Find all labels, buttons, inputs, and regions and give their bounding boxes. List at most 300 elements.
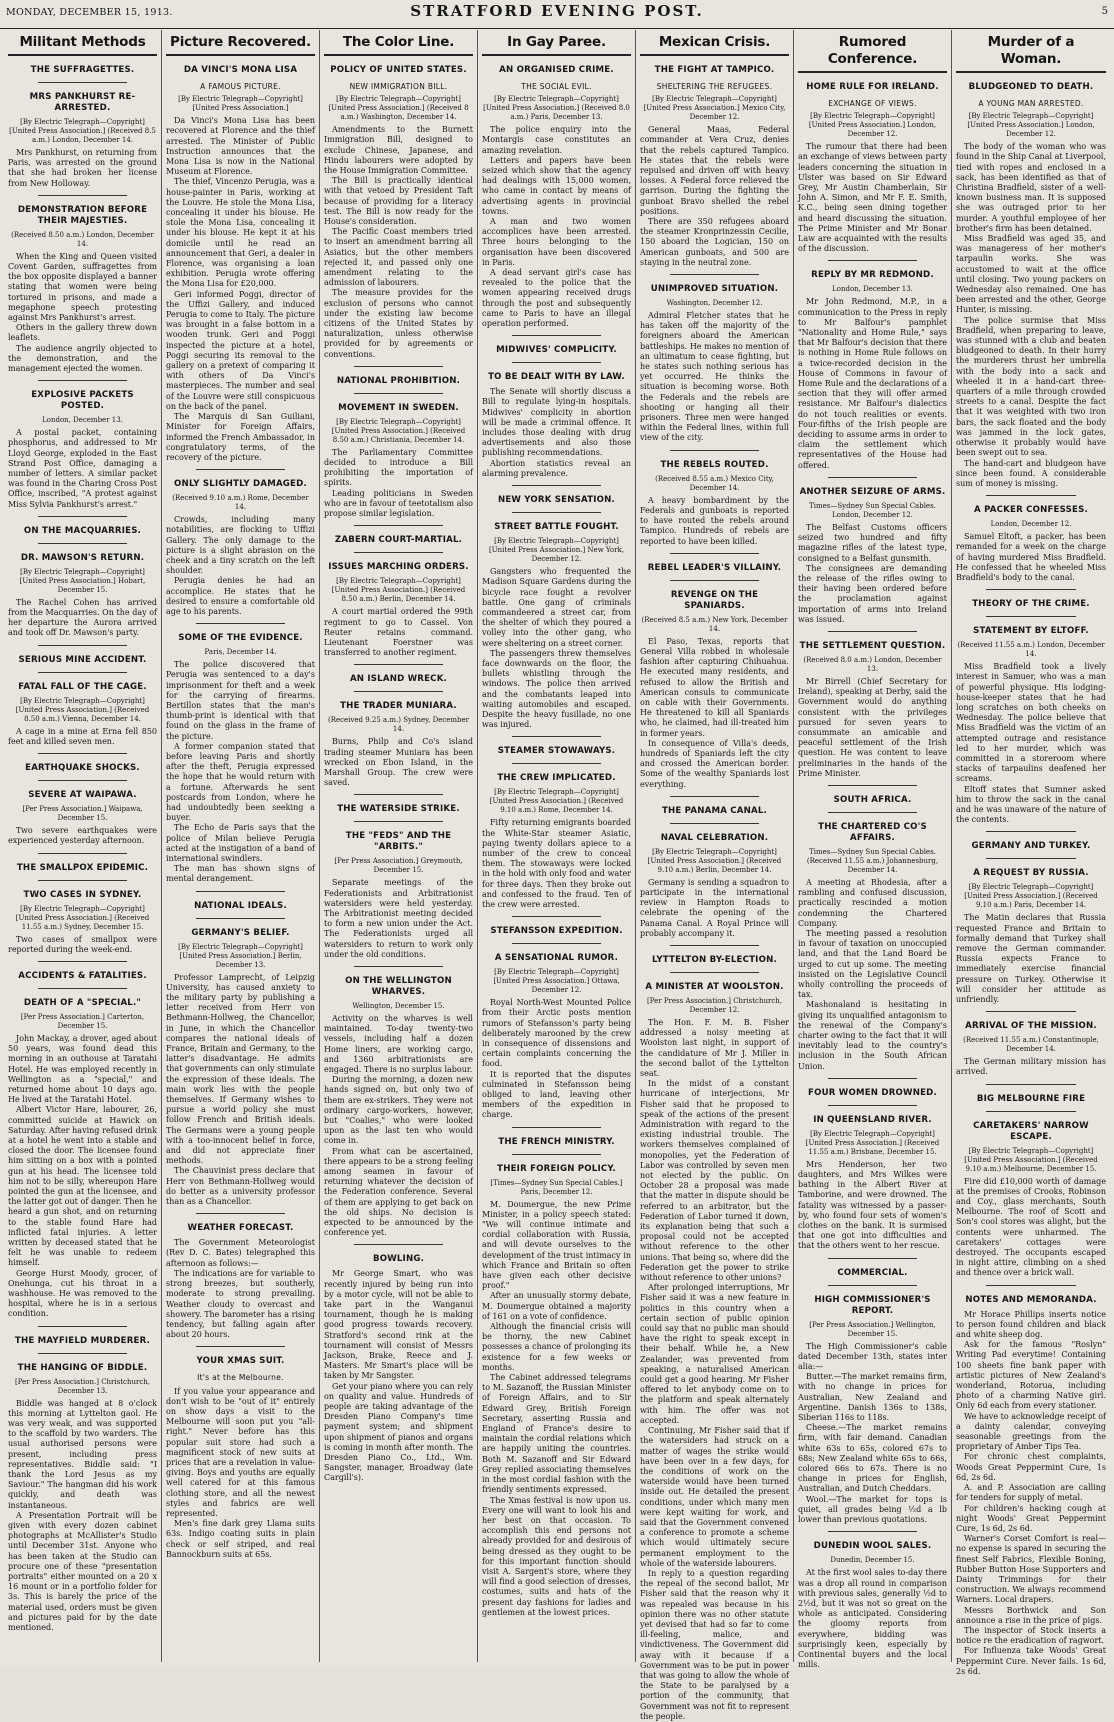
paragraph: The police surmise that Miss Bradfield, when preparing to leave, was stunned with a club and beaten bludgeoned to death. In their hurry the murderers thrust her umbrella with the body into a sack and wheeled it in a hand-cart three-quarters of a mile through crowded streets to a canal. Despite the fact that it was weighted with two iron bars, the sack floated and the body was jammed in the lock gates, otherwise it probably would have been swept out to sea. (956, 315, 1106, 458)
paragraph: The High Commissioner's cable dated December 13th, states inter alia:— (798, 1341, 947, 1372)
column-2 (162, 30, 320, 1662)
section-divider (196, 891, 285, 892)
paragraph: For Influenza take Woods' Great Peppermint Cure. Never fails. 1s 6d, 2s 6d. (956, 1646, 1106, 1676)
section-headline: WEATHER FORECAST. (187, 1223, 294, 1234)
section-headline: THE CHARTERED CO'S AFFAIRS. (818, 821, 927, 843)
section-divider (196, 1213, 285, 1214)
section-headline: A SENSATIONAL RUMOR. (494, 953, 619, 964)
section-headline: MRS PANKHURST RE-ARRESTED. (29, 92, 136, 113)
dateline: (Received 11.55 a.m.) London, December 14. (957, 641, 1105, 659)
dateline: Paris, December 14. (204, 648, 277, 657)
section-divider (512, 763, 601, 764)
section-divider (354, 794, 443, 795)
dateline: [By Electric Telegraph—Copyright] [United Press Association.] Ottawa, December 12. (493, 968, 620, 995)
page-number: 5 (1101, 6, 1108, 17)
paragraph: Miss Bradfield took a lively interest in Samuer, who was a man of powerful physique. His lodging-house-keeper states that he had long scratches on both cheeks on Wednesday. The police believe that Miss Bradfield was the victim of an attempted outrage and resistance led to her murder, which was committed in a storeroom where stacks of tarpaulins deafened her screams. (956, 662, 1106, 784)
paragraph: For chronic chest complaints, Woods Great Peppermint Cure, 1s 6d, 2s 6d. (956, 1452, 1106, 1482)
paragraph: The Xmas festival is now upon us. Every one will want to look his and her best on that occasion. To accomplish this end persons not already provided for and desirous of being dressed as they ought to be for this important function should visit A. Sargent's store, where they will find a good selection of dresses, costumes, suits and hats of the present day fashions for ladies and gentlemen at the lowest prices. (482, 1495, 631, 1617)
paragraph: The man has shown signs of mental derangement. (166, 864, 315, 884)
section-divider (38, 672, 127, 673)
paragraph: The consignees are demanding the release of the rifles owing to their having been ordered before the proclamation against importation of arms into Ireland was issued. (798, 563, 947, 624)
paragraph: In the midst of a constant hurricane of interjections, Mr Fisher said that he proposed to speak of the actions of the present Administration with regard to the existing industrial trouble. The workers themselves complained of monopolies, yet the Federation of Labor was controlled by seven men not elected by the public. On October 28 a proposal was made that the matter in dispute should be referred to an arbitrator, but the Federation of Labor turned it down, its explanation being that such a proposal could not be accepted without reference to the other unions. That being so, where did the Federation get the power to strike without reference to other unions? (640, 1079, 789, 1283)
paragraph: Fire did £10,000 worth of damage at the premises of Crooks, Robinson and Coy., glass merchants, South Melbourne. The roof of Scott and Son's cool stores was alight, but the contents were unharmed. The caretakers' cottages were destroyed. The occupants escaped in night attire, climbing on a shed and thence over a brick wall. (956, 1176, 1106, 1278)
paragraph: Burns, Philp and Co's island trading steamer Muniara has been wrecked on Ebon Island, in the Marshall Group. The crew were saved. (324, 737, 473, 788)
section-headline: THE FIGHT AT TAMPICO. (654, 65, 775, 75)
section-divider (512, 916, 601, 917)
section-divider (670, 580, 759, 581)
section-divider (512, 943, 601, 944)
dateline: [By Electric Telegraph—Copyright] [United Press Association.] (Received 8.5 a.m.) London, December 14. (9, 118, 156, 144)
paragraph: Da Vinci's Mona Lisa has been recovered at Florence and the thief arrested. The Minister of Public Instruction announces that the Mona Lisa is now in the National Museum at Florence. (166, 116, 315, 177)
paragraph: Albert Victor Hare, labourer, 26, committed suicide at Hawick on Saturday. After having refused drink at a hotel he went into a stable and closed the door. The licensee found him sitting on a box with a pointed gun at his head. The licensee told him not to be silly, whereupon Hare pointed the gun at the licensee, and the latter got out of danger. Then he heard a gun shot, and on returning to the stable found Hare had inflicted fatal injuries. A letter written by deceased stated that he felt he was unable to redeem himself. (8, 1105, 157, 1268)
section-headline: DA VINCI'S MONA LISA (183, 65, 298, 75)
dateline: [By Electric Telegraph—Copyright] [United Press Association.] Hobart, December 15. (19, 567, 146, 594)
paragraph: Abortion statistics reveal an alarming prevalence. (482, 458, 631, 478)
dateline: [By Electric Telegraph—Copyright] [United Press Association.] (Received 9.10 a.m.) Melbourne, December 15. (964, 1146, 1098, 1173)
paragraph: There are 350 refugees aboard the steamer Kronprinzessin Cecilie, 150 aboard the Logician, 150 on American gunboats, and 500 are staying in the neutral zone. (640, 217, 789, 267)
paragraph: A heavy bombardment by the Federals and gunboats is reported to have routed the rebels around Tampico. Hundreds of rebels are reported to have been killed. (640, 495, 789, 546)
section-divider (512, 736, 601, 737)
section-divider (512, 362, 601, 363)
section-headline: SOUTH AFRICA. (833, 794, 912, 805)
section-headline: STEAMER STOWAWAYS. (497, 746, 616, 757)
column-4 (478, 30, 636, 1662)
section-divider (38, 1353, 127, 1354)
column-heading: Murder of a Woman. (956, 34, 1106, 73)
column-heading: In Gay Paree. (482, 34, 631, 56)
section-headline: THE SUFFRAGETTES. (30, 65, 135, 75)
paragraph: Separate meetings of the Federationists and Arbitrationist watersiders were held yesterday. The Arbitrationist meeting decided to form a new union under the Act. The Federationists urged all watersiders to return to work only under the old conditions. (324, 878, 473, 959)
paragraph: The passengers threw themselves face downwards on the floor, the bullets whistling through the windows. The police then arrived and the combatants leaped into waiting automobiles and escaped. Despite the heavy fusillade, no one was injured. (482, 648, 631, 730)
section-divider (38, 543, 127, 544)
section-headline: THE REBELS ROUTED. (660, 459, 769, 470)
section-headline: THE PANAMA CANAL. (661, 805, 768, 816)
dateline: [By Electric Telegraph—Copyright] [United Press Association.] (Received 9.10 a.m.) Rome, December 14. (489, 788, 624, 815)
column-heading: Mexican Crisis. (640, 34, 789, 56)
section-headline: AN ORGANISED CRIME. (499, 65, 614, 75)
section-divider (354, 966, 443, 967)
dateline: [By Electric Telegraph—Copyright] [United Press Association.] (Received 8.50 a.m.) Berlin, December 14. (331, 577, 466, 604)
paragraph: A cage in a mine at Erna fell 850 feet and killed seven men. (8, 726, 157, 746)
dateline: Dunedin, December 15. (830, 1556, 915, 1565)
dateline: [Per Press Association.] Christchurch, December 12. (647, 996, 782, 1014)
dateline: [By Electric Telegraph—Copyright] [United Press Association.] (Received 9.10 a.m.) Berlin, December 14. (647, 847, 782, 874)
dateline: [By Electric Telegraph—Copyright] [United Press Association.] London, December 12. (808, 112, 937, 139)
section-divider (986, 831, 1076, 832)
subheadline: A YOUNG MAN ARRESTED. (978, 99, 1084, 108)
paragraph: Warner's Corset Comfort is real—no expense is spared in securing the finest Self Fabrics, Flexible Boning, Rubber Button Hose Supporters and Dainty Trimmings for their construction. We always recommend Warners. Local drapers. (956, 1534, 1106, 1605)
section-headline: AN ISLAND WRECK. (349, 674, 448, 685)
section-divider (512, 512, 601, 513)
paragraph: The Belfast Customs officers seized two hundred and fifty magazine rifles of the latest type, consigned to a Belfast gunsmith. (798, 522, 947, 563)
section-divider (38, 82, 127, 83)
section-headline: FATAL FALL OF THE CAGE. (18, 681, 147, 692)
paragraph: A court martial ordered the 99th regiment to go to Cassel. Von Reuter retains command. Lieutenant Foerstner was transferred to another regiment. (324, 607, 473, 658)
column-heading: The Color Line. (324, 34, 473, 56)
dateline: (Received 8.0 a.m.) London, December 13. (803, 655, 942, 673)
section-divider (38, 961, 127, 962)
column-7 (952, 30, 1110, 1676)
paragraph: A man and two women accomplices have been arrested. Three hours belonging to the organisation have been discovered in Paris. (482, 217, 631, 267)
paragraph: Activity on the wharves is well maintained. To-day twenty-two vessels, including half a dozen Home liners, are working cargo, and 1360 arbitrationists are engaged. There is no surplus labour. (324, 1013, 473, 1074)
paragraph: The Pacific Coast members tried to insert an amendment barring all Asiatics, but the other members rejected it, and passed only one amendment relating to the admission of labourers. (324, 227, 473, 288)
section-headline: THE SMALLPOX EPIDEMIC. (16, 862, 149, 873)
section-divider (828, 1258, 917, 1259)
section-headline: NOTES AND MEMORANDA. (965, 1294, 1097, 1305)
column-heading: Picture Recovered. (166, 34, 315, 56)
subheadline: SHELTERING THE REFUGEES. (656, 82, 773, 91)
paragraph: The inspector of Stock inserts a notice re the eradication of ragwort. (956, 1625, 1106, 1646)
dateline: (Received 9.25 a.m.) Sydney, December 14. (327, 716, 470, 734)
dateline: [Per Press Association.] Waipawa, December 15. (22, 805, 143, 823)
paragraph: The Echo de Paris says that the police of Milan believe Perugia acted at the instigation of a band of international swindlers. (166, 823, 315, 863)
paragraph: A meeting at Rhodesia, after a rambling and confused discussion, practically rescinded a motion condemning the Chartered Company. (798, 877, 947, 928)
paragraph: In reply to a question regarding the repeal of the second ballot, Mr Fisher said that the reason why it was repealed was because in his opinion there was no other statute yet devised that had so far to come ill-feeling, malice, and vindictiveness. The Government did away with it because if a Government was to be put in power that was going to allow the whole of the State to be paralysed by a portion of the community, that Government was not fit to represent the people. (640, 1568, 789, 1721)
section-headline: SOME OF THE EVIDENCE. (178, 633, 303, 644)
dateline: [Per Press Association.] Greymouth, December 15. (334, 857, 463, 875)
subheadline: A FAMOUS PICTURE. (200, 82, 281, 91)
section-headline: REPLY BY MR REDMOND. (811, 270, 934, 281)
paragraph: The hand-cart and bludgeon have since been found. A considerable sum of money is missing. (956, 458, 1106, 488)
paragraph: Get your piano where you can rely on quality and value. Hundreds of people are taking advantage of the Dresden Piano Company's time payment system; and shipment upon shipment of pianos and organs is coming in month after month. The Dresden Piano Co., Ltd., Wm. Sangster, manager, Broadway (late Cargill's). (324, 1381, 473, 1483)
section-headline: YOUR XMAS SUIT. (196, 1356, 285, 1367)
dateline: [By Electric Telegraph—Copyright] [United Press Association.] (Received 9.10 a.m.) Paris, December 14. (964, 883, 1098, 910)
section-headline: STREET BATTLE FOUGHT. (494, 522, 619, 533)
paragraph: The Cabinet addressed telegrams to M. Sazanoff, the Russian Minister of Foreign Affairs, and to Sir Edward Grey, British Foreign Secretary, asserting Russia and England of France's desire to maintain the cordial relations which are happily uniting the countries. Both M. Sazanoff and Sir Edward Grey replied associating themselves in the most cordial fashion with the friendly sentiments expressed. (482, 1373, 631, 1495)
section-divider (354, 691, 443, 692)
column-6 (794, 30, 952, 1670)
paragraph: The audience angrily objected to the demonstration, and the management ejected the women. (8, 343, 157, 374)
paragraph: Letters and papers have been seized which show that the agency had dealings with 15,000 women, who came in contact by means of advertising agents in provincial towns. (482, 155, 631, 216)
dateline: [By Electric Telegraph—Copyright] [United Press Association.] (Received 11.55 a.m.) Sydney, December 15. (15, 904, 150, 931)
section-divider (38, 988, 127, 989)
paragraph: Mr John Redmond, M.P., in a communication to the Press in reply to Mr Balfour's pamphlet "Nationality and Home Rule," says that Mr Balfour's decision that there is nothing in Home Rule follows on a twice-recorded decision in the House of Commons in favour of Home Rule and the declarations of a section that they will offer armed resistance. Mr Balfour's dialectics do not touch realities or events. Four-fifths of the Irish people are deciding to assume arms in order to claim the settlement which representatives of the House had offered. (798, 297, 947, 470)
section-divider (196, 918, 285, 919)
paragraph: Mashonaland is hesitating in giving its unqualified antagonism to the renewal of the Company's charter owing to the fact that it will inevitably lead to the country's inclusion in the South African Union. (798, 1000, 947, 1071)
section-headline: BIG MELBOURNE FIRE (976, 1093, 1086, 1104)
paragraph: A Presentation Portrait will be given with every dozen cabinet photographs at McAllister's Studio until December 31st. Anyone who has been taken at the Studio can procure one of these "presentation portraits" either mounted on a 20 x 16 mount or in a portfolio folder for 3s. This is barely the price of the material used, orders must be given and pictures paid for by the date mentioned. (8, 1510, 157, 1633)
dateline: (Received 9.10 a.m.) Rome, December 14. (172, 494, 309, 512)
paragraph: General Maas, Federal commander at Vera Cruz, denies that the rebels captured Tampico. He states that the rebels were repulsed and driven off with heavy losses. A Federal force relieved the garrison. During the fighting the gunboat Bravo shelled the rebel positions. (640, 125, 789, 216)
section-divider (986, 1011, 1076, 1012)
paragraph: Miss Bradfield was aged 35, and was manageress of her mother's tarpaulin works. She was accustomed to wait at the office until closing. Two young packers on Wednesday also remained. One has been arrested and the other, George Hunter, is missing. (956, 234, 1106, 315)
section-divider (38, 516, 127, 517)
newspaper-title: STRATFORD EVENING POST. (410, 2, 704, 20)
paragraph: After an unusually stormy debate, M. Doumergue obtained a majority of 161 on a vote of confidence. (482, 1291, 631, 1321)
masthead (0, 0, 1114, 29)
paragraph: M. Doumergue, the new Prime Minister, in a policy speech stated: "We will continue intimate and cordial collaboration with Russia, and will devote ourselves to the development of the trust intimacy in which France and Britain so often have given each other decisive proof." (482, 1199, 631, 1291)
section-headline: THEIR FOREIGN POLICY. (497, 1163, 616, 1174)
dateline: [By Electric Telegraph—Copyright] [United Press Association.] (Received 11.55 a.m.) Brisbane, December 15. (805, 1129, 940, 1156)
paragraph: The Government Meteorologist (Rev D. C. Bates) telegraphed this afternoon as follows:— (166, 1238, 315, 1268)
section-headline: THE "FEDS" AND THE "ARBITS." (345, 831, 452, 853)
section-divider (828, 1078, 917, 1079)
paragraph: The indications are for variable to strong breezes, but southerly, moderate to strong prevailing. Weather cloudy to overcast and showery. The barometer has a rising tendency, but falling again after about 20 hours. (166, 1268, 315, 1340)
section-headline: REBEL LEADER'S VILLAINY. (647, 562, 782, 573)
paragraph: Samuel Eltoft, a packer, has been remanded for a week on the charge of having murdered Miss Bradfield. He confessed that he wheeled Miss Bradfield's body to the canal. (956, 532, 1106, 582)
paragraph: Biddle was hanged at 8 o'clock this morning at Lyttelton gaol. He was very weak, and was supported to the scaffold by two warders. The usual authorised persons were present, including press representatives. Biddle said: "I thank the Lord Jesus as my Saviour." The hangman did his work quickly, and death was instantaneous. (8, 1398, 157, 1510)
section-headline: ON THE MACQUARRIES. (23, 525, 142, 536)
paragraph: The Chauvinist press declare that Herr von Bethmann-Hollweg would do better as a university professor than as a Chancellor. (166, 1166, 315, 1207)
section-headline: THE CREW IMPLICATED. (497, 773, 616, 784)
paragraph: Admiral Fletcher states that he has taken off the majority of the foreigners aboard the American battleships. He makes no mention of an ultimatum to cease fighting, but he states such nothing serious has yet occurred. He thinks the situation is becoming worse. Both the Federals and the rebels are shooting or hanging all their prisoners. Three men were hanged within the Federal lines, within full view of the city. (640, 311, 789, 443)
section-divider (828, 1285, 917, 1286)
section-headline: NATIONAL IDEALS. (194, 900, 287, 911)
paragraph: Two cases of smallpox were reported during the week-end. (8, 934, 157, 954)
section-divider (670, 796, 759, 797)
section-headline: A PACKER CONFESSES. (974, 505, 1088, 516)
section-divider (196, 1346, 285, 1347)
paragraph: It is reported that the disputes culminated in Stefansson being obliged to land, leaving other members of the expedition in charge. (482, 1069, 631, 1120)
section-divider (38, 753, 127, 754)
section-headline: THE WATERSIDE STRIKE. (337, 804, 460, 815)
section-divider (828, 477, 917, 478)
section-headline: ISSUES MARCHING ORDERS. (328, 562, 469, 573)
dateline: London, December 13. (832, 285, 913, 294)
paragraph: Men's fine dark grey Llama suits 63s. Indigo coating suits in plain check or self striped, and real Bannockburn suits at 65s. (166, 1519, 315, 1559)
column-heading: Militant Methods (8, 34, 157, 56)
section-divider (38, 645, 127, 646)
section-divider (986, 1285, 1076, 1286)
article-columns (4, 30, 1110, 1721)
paragraph: John Mackay, a drover, aged about 50 years, was found dead this morning in an outhouse at Taratahi Hotel. He was employed recently in Wellington as a "special," and returned home about 10 days ago. He lived at the Taratahi Hotel. (8, 1033, 157, 1105)
section-divider (986, 858, 1076, 859)
paragraph: The thief, Vincenzo Perugia, was a house-painter in Paris, working at the Louvre. He stole the Mona Lisa, concealing it under his blouse. He stole the Mona Lisa, concealing it under his blouse. He kept it at his domicile until he read an announcement that Geri, a dealer in Florence, was organising a loan exhibition. Perugia wrote offering the Mona Lisa for £20,000. (166, 177, 315, 289)
dateline: Washington, December 12. (666, 299, 763, 308)
section-headline: IN QUEENSLAND RIVER. (813, 1114, 932, 1125)
section-divider (512, 1154, 601, 1155)
paragraph: Cheese.—The market remains firm, with fair demand. Canadian white 63s to 65s, colored 67s to 68s; New Zealand white 65s to 66s, colored 66s to 67s. There is no change in prices for English, Australian, and Dutch Cheddars. (798, 1423, 947, 1494)
section-divider (354, 1244, 443, 1245)
section-headline: EARTHQUAKE SHOCKS. (25, 763, 140, 774)
section-headline: NEW YORK SENSATION. (497, 495, 616, 506)
dateline: [Per Press Association.] Carterton, December 15. (20, 1012, 145, 1030)
issue-date: MONDAY, DECEMBER 15, 1913. (6, 7, 173, 18)
paragraph: A postal packet, containing phosphorus, and addressed to Mr Lloyd George, exploded in the East Strand Post Office, damaging a number of letters. A similar packet was found in the Charing Cross Post Office, inscribed, "A protest against Miss Sylvia Pankhurst's arrest." (8, 428, 157, 509)
paragraph: The police discovered that Perugia was sentenced to a day's imprisonment for theft and a week for the carrying of firearms. Bertillon states that the man's thumb-print is identical with that found on the glass in the frame of the picture. (166, 660, 315, 741)
section-divider (512, 335, 601, 336)
section-divider (354, 393, 443, 394)
dateline: (Received 11.55 a.m.) Constantinople, December 14. (963, 1036, 1099, 1054)
section-divider (38, 853, 127, 854)
paragraph: El Paso, Texas, reports that General Villa robbed in wholesale fashion after capturing Chihuahua. He executed many residents, and refused to allow the British and American consuls to communicate on cable with their Governments. He threatened to kill all Spaniards who, he claimed, had ill-treated him in former years. (640, 636, 789, 738)
section-headline: ACCIDENTS & FATALITIES. (18, 970, 147, 981)
paragraph: Butter.—The market remains firm, with no change in prices for Australian, New Zealand and Argentine. Danish 136s to 138s, Siberian 116s to 118s. (798, 1372, 947, 1423)
section-divider (354, 552, 443, 553)
paragraph: Mr Horace Phillips inserts notice to person found children and black and white sheep dog. (956, 1309, 1106, 1340)
paragraph: Messrs Borthwick and Son announce a rise in the price of pigs. (956, 1605, 1106, 1625)
paragraph: If you value your appearance and don't wish to be "out of it" entirely on show days a visit to the Melbourne will soon put you "all-right." Never before has this popular suit store had such a magnificent stock of new suits at prices that are a revelation in value-giving. Boys and youths are equally well catered for at this famous clothing store, and all the newest styles and fabrics are well represented. (166, 1386, 315, 1518)
dateline: [Per Press Association.] Christchurch, December 13. (15, 1377, 150, 1395)
paragraph: Others in the gallery threw down leaflets. (8, 323, 157, 343)
section-divider (670, 274, 759, 275)
paragraph: Continuing, Mr Fisher said that if the watersiders had struck on a matter of wages the strike would have been over in a few days, for the conditions of work on the waterside would have been turned inside out. He detailed the present conditions, under which many men were kept waiting for work, and said that the Government convened a conference to promote a scheme which would ultimately secure permanent employment to the whole of the waterside labourers. (640, 1426, 789, 1568)
paragraph: Professor Lamprecht, of Leipzig University, has caused anxiety to the military party by publishing a letter received from Herr von Bethmann-Hollweg, the Chancellor, in June, in which the Chancellor compares the national ideals of France, Britain and Germany, to the latter's disadvantage. He admits that governments can only stimulate the expression of these ideals. The main work lies with the people themselves. If Germany wishes to pursue a world policy she must follow French and British ideals. The Germans were a young people with a too-innocent belief in force, and did not appreciate finer methods. (166, 972, 315, 1166)
section-divider (38, 780, 127, 781)
section-headline: THE SETTLEMENT QUESTION. (799, 640, 946, 651)
section-divider (828, 631, 917, 632)
paragraph: From what can be ascertained, there appears to be a strong feeling among seamen in favour of returning whatever the decision of the Federation conference. Several of them are applying to get back on the old ships. No decision is expected to be announced by the conference yet. (324, 1146, 473, 1238)
section-divider (986, 1084, 1076, 1085)
section-divider (828, 1105, 917, 1106)
dateline: [By Electric Telegraph—Copyright] [United Press Association.] (Received 8.50 a.m.) Vienna, December 14. (15, 696, 150, 723)
section-headline: CARETAKERS' NARROW ESCAPE. (973, 1120, 1089, 1142)
dateline: Times—Sydney Sun Special Cables. (Received 11.55 a.m.) Johannesburg, December 14. (806, 847, 939, 874)
section-divider (670, 823, 759, 824)
section-headline: SEVERE AT WAIPAWA. (28, 790, 137, 801)
section-divider (670, 450, 759, 451)
section-headline: BOWLING. (372, 1254, 425, 1265)
dateline: Wellington, December 15. (352, 1001, 445, 1010)
column-5 (636, 30, 794, 1721)
paragraph: Germany is sending a squadron to participate in the international review in Hampton Roads to celebrate the opening of the Panama Canal. A Royal Prince will probably accompany it. (640, 877, 789, 938)
paragraph: Gangsters who frequented the Madison Square Gardens during the bicycle race fought a revolver battle. One gang of criminals commandeered a street car, from the shelter of which they poured a volley into the other gang, who were sheltering on a street corner. (482, 567, 631, 648)
dateline: [By Electric Telegraph—Copyright] [United Press Association.] New York, December 12. (489, 537, 624, 564)
paragraph: The Rachel Cohen has arrived from the Macquarries. On the day of her departure the Aurora arrived and took off Dr. Mawson's party. (8, 597, 157, 638)
paragraph: A former companion stated that before leaving Paris and shortly after the theft, Perugia expressed the hope that he would return with a fortune. Afterwards he sent postcards from London, where he had undoubtedly been seeking a buyer. (166, 741, 315, 823)
dateline: [Per Press Association.] Wellington, December 15. (809, 1320, 936, 1338)
section-divider (986, 616, 1076, 617)
section-headline: COMMERCIAL. (837, 1267, 908, 1278)
section-divider (38, 1326, 127, 1327)
subheadline: EXCHANGE OF VIEWS. (828, 99, 917, 108)
section-headline: THE FRENCH MINISTRY. (498, 1136, 615, 1147)
paragraph: Mrs Pankhurst, on returning from Paris, was arrested on the ground that she had broken her license from New Holloway. (8, 148, 157, 188)
subheadline: THE SOCIAL EVIL. (521, 82, 592, 91)
section-headline: THE HANGING OF BIDDLE. (17, 1362, 148, 1373)
section-headline: HOME RULE FOR IRELAND. (806, 82, 939, 92)
section-divider (354, 525, 443, 526)
section-headline: ZABERN COURT-MARTIAL. (334, 535, 463, 546)
section-headline: NAVAL CELEBRATION. (660, 832, 769, 843)
column-3 (320, 30, 478, 1662)
paragraph: Geri informed Poggi, director of the Uffizi Gallery, and induced Perugia to come to Italy. The picture was brought in a false bottom in a wooden trunk. Geri and Poggi inspected the picture at a hotel, Poggi securing its removal to the gallery on a pretext of comparing it with others of Da Vinci's masterpieces. The number and seal of the Louvre were still conspicuous on the back of the panel. (166, 289, 315, 411)
section-divider (828, 785, 917, 786)
dateline: (Received 8.50 a.m.) London, December 14. (11, 230, 154, 248)
section-headline: MIDWIVES' COMPLICITY. (496, 345, 617, 356)
paragraph: A dead servant girl's case has revealed to the police that the women appearing received drugs through the post and subsequently came to Paris to have an illegal operation performed. (482, 268, 631, 329)
section-divider (670, 553, 759, 554)
section-headline: THE MAYFIELD MURDERER. (14, 1335, 151, 1346)
section-headline: A MINISTER AT WOOLSTON. (645, 981, 784, 992)
paragraph: The police enquiry into the Montargis case constitutes an amazing revelation. (482, 125, 631, 155)
paragraph: Fifty returning emigrants boarded the White-Star steamer Asiatic, paying twenty dollars apiece to a number of the crew to conceal them. The stowaways were locked in the hold with only food and water for three days. Then they broke out and confessed to the fraud. Ten of the crew were arrested. (482, 818, 631, 909)
paragraph: The Matin declares that Russia requested France and Britain to formally demand that Turkey shall remove the German commander. Russia expects France to immediately exercise financial pressure on Turkey. Otherwise it will consider her attitude as unfriendly. (956, 913, 1106, 1004)
paragraph: Although the financial crisis will be thorny, the new Cabinet possesses a chance of prolonging its existence for a few weeks or months. (482, 1322, 631, 1372)
section-headline: MOVEMENT IN SWEDEN. (338, 402, 459, 413)
paragraph: The rumour that there had been an exchange of views between party leaders concerning the situation in Ulster was based on Sir Edward Grey, Mr Austin Chamberlain, Sir John A. Simon, and Mr F. E. Smith, K.C., being seen dining together and heard discussing the situation. The Prime Minister and Mr Bonar Law are acquainted with the results of the discussion. (798, 142, 947, 254)
subheadline: NEW IMMIGRATION BILL. (349, 82, 448, 91)
dateline: London, December 13. (42, 416, 123, 425)
section-headline: POLICY OF UNITED STATES. (330, 65, 467, 75)
section-headline: DUNEDIN WOOL SALES. (813, 1541, 932, 1552)
paragraph: The Bill is practically identical with that vetoed by President Taft because of providing for a literacy test. The Bill is now ready for the House's consideration. (324, 176, 473, 227)
section-headline: LYTTELTON BY-ELECTION. (652, 954, 777, 965)
section-headline: FOUR WOMEN DROWNED. (808, 1087, 937, 1098)
section-headline: STEFANSSON EXPEDITION. (490, 926, 623, 937)
dateline: [By Electric Telegraph—Copyright] [United Press Association.] London, December 12. (967, 112, 1095, 139)
dateline: [Times—Sydney Sun Special Cables.] Paris, December 12. (490, 1178, 623, 1196)
paragraph: Royal North-West Mounted Police from their Arctic posts mention rumors of Stefansson's party being deliberately marooned by the crew in consequence of dissensions and certain complaints concerning the food. (482, 998, 631, 1069)
section-divider (196, 469, 285, 470)
section-divider (986, 589, 1076, 590)
paragraph: The body of the woman who was found in the Ship Canal at Liverpool, tied with ropes and enclosed in a sack, has been identified as that of Christina Bradfield, sister of a well-known business man. It is supposed she was outraged prior to her murder. A youthful employee of her brother's firm has been detained. (956, 142, 1106, 233)
paragraph: George Hurst Moody, grocer, of Onehunga, cut his throat in a washhouse. He was removed to the hospital, where he is in a serious condition. (8, 1268, 157, 1319)
section-divider (354, 821, 443, 822)
section-headline: UNIMPROVED SITUATION. (650, 284, 779, 295)
paragraph: Leading politicians in Sweden who are in favour of teetotalism also propose similar legislation. (324, 488, 473, 519)
section-headline: DR. MAWSON'S RETURN. (20, 552, 145, 563)
paragraph: The meeting passed a resolution in favour of taxation on unoccupied land, and that the Land Board be urged to cut up some. The meeting insisted on the Legislative Council wholly controlling the proceeds of tax. (798, 928, 947, 1000)
section-headline: THEORY OF THE CRIME. (972, 599, 1090, 610)
paragraph: When the King and Queen visited Covent Garden, suffragettes from the box opposite displayed a banner stating that women were being tortured in prisons, and made a megaphone speech protesting against Mrs Pankhurst's arrest. (8, 251, 157, 323)
section-divider (354, 366, 443, 367)
paragraph: Mr Birrell (Chief Secretary for Ireland), speaking at Derby, said the Government would do anything consistent with the privileges pursued for seven years to consummate an amicable and peaceful settlement of the Irish question. He was content to leave preliminaries in the hands of the Prime Minister. (798, 676, 947, 778)
section-divider (354, 664, 443, 665)
paragraph: Mrs Henderson, her two daughters, and Mrs Wilkes were bathing in the Albert River at Tamborine, and were drowned. The fatality was witnessed by a passer-by, who found four sets of women's clothes on the bank. It is surmised that one got into difficulties and that the others went to her rescue. (798, 1159, 947, 1251)
section-divider (986, 495, 1076, 496)
paragraph: After prolonged interruptions, Mr Fisher said it was a new feature in politics in this country when a certain section of public opinion could say that no public man should have the right to speak except in their behalf. While he, a New Zealander, was prevented from speaking, a naturalised American could get a good hearing. Mr Fisher offered to let anybody come on to the platform and speak alternately with him. The offer was not accepted. (640, 1283, 789, 1425)
paragraph: Eltoff states that Sumner asked him to throw the sack in the canal and he was unaware of the nature of the contents. (956, 784, 1106, 825)
section-headline: TWO CASES IN SYDNEY. (23, 889, 142, 900)
dateline: [By Electric Telegraph—Copyright] [United Press Association.] Berlin, December 13. (178, 942, 303, 969)
section-headline: HIGH COMMISSIONER'S REPORT. (814, 1294, 931, 1316)
section-headline: STATEMENT BY ELTOFF. (973, 626, 1089, 637)
paragraph: Amendments to the Burnett Immigration Bill, designed to exclude Chinese, Japanese, and Hindu labourers were adopted by the House Immigration Committee. (324, 125, 473, 176)
paragraph: For children's hacking cough at night Woods' Great Peppermint Cure, 1s 6d, 2s 6d. (956, 1503, 1106, 1533)
section-headline: ARRIVAL OF THE MISSION. (965, 1021, 1097, 1032)
paragraph: During the morning, a dozen new hands signed on, but only two of them are ex-strikers. They were not ordinary cargo-workers, however, but "Coalies," who were looked upon as the last ten who would come in. (324, 1075, 473, 1146)
section-headline: ON THE WELLINGTON WHARVES. (345, 975, 452, 997)
dateline: London, December 12. (990, 520, 1072, 529)
section-headline: DEMONSTRATION BEFORE THEIR MAJESTIES. (17, 204, 148, 226)
section-divider (512, 1127, 601, 1128)
dateline: (Received 8.55 a.m.) Mexico City, December 14. (655, 474, 774, 492)
section-divider (670, 972, 759, 973)
paragraph: The Hon. F. M. B. Fisher addressed a noisy meeting at Woolston last night, in support of the candidature of Mr J. Miller in the second ballot of the Lyttelton seat. (640, 1017, 789, 1078)
section-divider (986, 1111, 1076, 1112)
dateline: [By Electric Telegraph—Copyright] [United Press Association.] (Received 8.50 a.m.) Christiania, December 14. (331, 417, 466, 444)
dateline: Times—Sydney Sun Special Cables. London, December 12. (809, 501, 936, 519)
section-headline: DEATH OF A "SPECIAL." (23, 997, 142, 1008)
paragraph: In consequence of Villa's deeds, hundreds of Spaniards left the city and crossed the American border. Some of the wealthy Spaniards lost everything. (640, 738, 789, 789)
paragraph: The Senate will shortly discuss a Bill to regulate lying-in hospitals. Midwives' complicity in abortion will be made a criminal offence. It includes those dealing with drug advertisements and also those publishing recommendations. (482, 387, 631, 458)
section-headline: EXPLOSIVE PACKETS POSTED. (31, 390, 134, 412)
paragraph: The Marquis di San Guiliani, Minister for Foreign Affairs, informed the French Ambassador, in congratulatory terms, of the recovery of the picture. (166, 412, 315, 462)
section-divider (828, 812, 917, 813)
dateline: [By Electric Telegraph—Copyright] [United Press Association.] Mexico City, December 12. (643, 95, 786, 122)
section-headline: BLUDGEONED TO DEATH. (968, 82, 1094, 92)
paragraph: Perugia denies he had an accomplice. He states that he desired to ensure a comfortable old age to his parents. (166, 576, 315, 616)
section-divider (828, 260, 917, 261)
column-1 (4, 30, 162, 1662)
paragraph: The German military mission has arrived. (956, 1057, 1106, 1077)
section-headline: REVENGE ON THE SPANIARDS. (670, 589, 759, 611)
section-headline: GERMANY AND TURKEY. (971, 841, 1091, 852)
section-divider (38, 880, 127, 881)
section-headline: ONLY SLIGHTLY DAMAGED. (174, 479, 307, 490)
paragraph: Mr George Smart, who was recently injured by being run into by a motor cycle, will not be able to take part in the Wanganui tournament, though he is making good progress towards recovery. Stratford's second rink at the tournament will consist of Messrs Jackson, Brake, Reece and J. Masters. Mr Smart's place will be taken by Mr Sangster. (324, 1269, 473, 1381)
dateline: (Received 8.5 a.m.) New York, December 14. (641, 615, 788, 633)
section-headline: ANOTHER SEIZURE OF ARMS. (799, 486, 946, 497)
section-headline: A REQUEST BY RUSSIA. (973, 868, 1089, 879)
paragraph: We have to acknowledge receipt of a dainty calendar, conveying seasonable greetings from the proprietary of Amber Tips Tea. (956, 1411, 1106, 1452)
dateline: [By Electric Telegraph—Copyright] [United Press Association.] (Received 8.0 a.m.) Paris, December 13. (483, 95, 630, 122)
section-divider (512, 485, 601, 486)
subheadline: It's at the Melbourne. (197, 1373, 284, 1383)
paragraph: Crowds, including many notabilities, are flocking to Uffizi Gallery. The only damage to the picture is a slight abrasion on the cheek and a tiny scratch on the left shoulder. (166, 515, 315, 576)
section-headline: TO BE DEALT WITH BY LAW. (488, 372, 625, 383)
